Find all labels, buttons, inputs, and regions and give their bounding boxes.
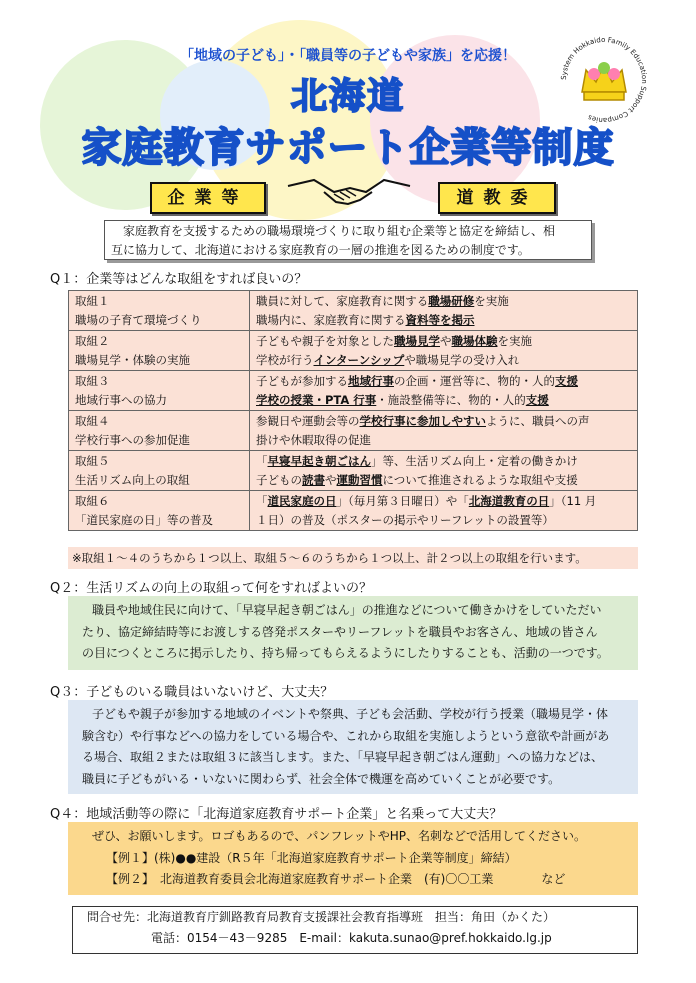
row-title: 「道民家庭の日」等の普及 xyxy=(75,512,213,527)
answer-line: ぜひ、お願いします。ロゴもあるので、パンフレットやHP、名刺などで活用してください。 xyxy=(92,829,586,843)
row-text: を実施 xyxy=(474,294,509,308)
contact-box xyxy=(72,906,638,954)
row-text: 職員に対して、家庭教育に関する xyxy=(256,294,429,308)
row-highlight: 学校の授業・PTA 行事 xyxy=(256,392,377,407)
row-highlight: 資料等を掲示 xyxy=(405,312,475,327)
row-highlight: 早寝早起き朝ごはん xyxy=(267,454,371,468)
q2-question: Q２：生活リズムの向上の取組って何をすればよいの？ xyxy=(50,581,372,596)
row-text: について推進されるような取組や支援 xyxy=(382,472,578,487)
row-highlight: 北海道教育の日 xyxy=(468,494,550,508)
table-row xyxy=(69,331,638,371)
row-highlight: 運動習慣 xyxy=(336,472,383,487)
row-text: ように、職員への声 xyxy=(486,414,590,428)
party-companies: 企業等 xyxy=(150,182,266,214)
row-text: 」等、生活リズム向上・定着の働きかけ xyxy=(371,454,578,468)
row-title: 職場見学・体験の実施 xyxy=(75,352,190,367)
row-text: を実施 xyxy=(497,334,532,348)
answer-line: の目につくところに掲示したり、持ち帰ってもらえるようにしたりすることも、活動の一つです。 xyxy=(82,646,609,660)
row-highlight: 読書 xyxy=(302,472,325,487)
row-title: 地域行事への協力 xyxy=(75,392,167,407)
row-text: 「 xyxy=(256,454,268,468)
row-text: 」（毎月第３日曜日）や「 xyxy=(336,494,469,508)
row-text: 学校が行う xyxy=(256,352,314,367)
row-text: 参観日や運動会等の xyxy=(256,414,360,428)
title-hokkaido: 北海道 xyxy=(290,76,405,117)
answer-line: たり、協定締結時等にお渡しする啓発ポスターやリーフレットを職員やお客さん、地域の皆さん xyxy=(82,624,598,639)
q1-table xyxy=(68,290,638,531)
row-highlight: 支援 xyxy=(555,374,578,388)
row-key: 取組２ xyxy=(75,334,110,348)
row-text: 」（11 月 xyxy=(549,494,597,508)
row-key: 取組５ xyxy=(75,454,110,468)
q2-answer xyxy=(68,596,638,670)
row-key: 取組１ xyxy=(75,294,110,308)
q3-answer xyxy=(68,700,638,794)
title-main: 家庭教育サポート企業等制度 xyxy=(81,125,615,171)
row-highlight: 職場体験 xyxy=(451,334,498,348)
table-row xyxy=(69,491,638,531)
table-row xyxy=(69,291,638,331)
contact-office: 問合せ先：北海道教育庁釧路教育局教育支援課社会教育指導班 担当：角田（かくた） xyxy=(87,910,556,924)
intro-line-2: 互に協力して、北海道における家庭教育の一層の推進を図るための制度です。 xyxy=(111,243,530,257)
intro-line-1: 家庭教育を支援するための職場環境づくりに取り組む企業等と協定を締結し、相 xyxy=(123,224,556,238)
row-text: や xyxy=(440,334,452,348)
table-row xyxy=(69,411,638,451)
row-text: 掛けや休暇取得の促進 xyxy=(256,432,371,447)
row-highlight: 学校行事に参加しやすい xyxy=(359,414,486,428)
row-text: 職場内に、家庭教育に関する xyxy=(256,312,406,327)
answer-line: 験含む）や行事などへの協力をしている場合や、これから取組を実施しようという意欲や計画があ xyxy=(82,728,610,743)
row-highlight: インターンシップ xyxy=(313,352,405,367)
q1-question: Q１：企業等はどんな取組をすれば良いの？ xyxy=(50,272,308,287)
row-key: 取組６ xyxy=(75,494,110,508)
answer-line: る場合、取組２または取組３に該当します。また、「早寝早起き朝ごはん運動」への協力などは、 xyxy=(82,750,604,764)
example-1: 【例１】(株)●●建設（R５年「北海道家庭教育サポート企業等制度」締結） xyxy=(106,850,517,865)
row-text: や職場見学の受け入れ xyxy=(404,352,520,367)
row-title: 学校行事への参加促進 xyxy=(75,432,190,447)
svg-text:System Hokkaido Family Educati: System Hokkaido Family Education Support Companies xyxy=(559,35,649,125)
row-highlight: 地域行事 xyxy=(348,374,394,388)
program-logo xyxy=(556,32,652,128)
row-key: 取組３ xyxy=(75,374,110,388)
tagline: 「地域の子ども」・「職員等の子どもや家族」を応援！ xyxy=(180,48,516,64)
row-text: や xyxy=(325,472,337,487)
row-highlight: 職場研修 xyxy=(428,294,475,308)
row-text: 子どもの xyxy=(256,472,302,487)
row-key: 取組４ xyxy=(75,414,110,428)
q4-question: Q４：地域活動等の際に「北海道家庭教育サポート企業」と名乗って大丈夫？ xyxy=(50,807,503,822)
row-text: １日）の普及（ポスターの掲示やリーフレットの設置等） xyxy=(256,512,554,527)
row-text: ・施設整備等に、物的・人的 xyxy=(376,392,526,407)
party-education-board: 道教委 xyxy=(438,182,556,214)
answer-line: 職員や地域住民に向けて、「早寝早起き朝ごはん」の推進などについて働きかけをしていただい xyxy=(92,603,602,617)
contact-phone-email: 電話：0154－43－9285 E-mail：kakuta.sunao@pref.hokkaido.lg.jp xyxy=(151,931,552,945)
intro-box xyxy=(104,220,592,260)
row-highlight: 支援 xyxy=(525,392,549,407)
row-highlight: 職場見学 xyxy=(394,334,440,348)
row-text: 子どもや親子を対象とした xyxy=(256,334,394,348)
q1-note: ※取組１～４のうちから１つ以上、取組５～６のうちから１つ以上、計２つ以上の取組を行います。 xyxy=(68,547,638,569)
answer-line: 職員に子どもがいる・いないに関わらず、社会全体で機運を高めていくことが必要です。 xyxy=(82,771,561,786)
row-highlight: 道民家庭の日 xyxy=(267,494,337,508)
row-text: 子どもが参加する xyxy=(256,374,348,388)
row-title: 職場の子育て環境づくり xyxy=(75,312,202,327)
row-text: の企画・運営等に、物的・人的 xyxy=(394,374,555,388)
example-2: 【例２】 北海道教育委員会北海道家庭教育サポート企業 (有)〇〇工業 など xyxy=(106,872,566,886)
row-title: 生活リズム向上の取組 xyxy=(75,472,190,487)
answer-line: 子どもや親子が参加する地域のイベントや祭典、子ども会活動、学校が行う授業（職場見学・体 xyxy=(92,707,609,721)
row-text: 「 xyxy=(256,494,268,508)
q3-question: Q３：子どものいる職員はいないけど、大丈夫？ xyxy=(50,685,334,700)
handshake-icon xyxy=(284,170,414,212)
table-row xyxy=(69,451,638,491)
table-row xyxy=(69,371,638,411)
q4-answer xyxy=(68,822,638,895)
